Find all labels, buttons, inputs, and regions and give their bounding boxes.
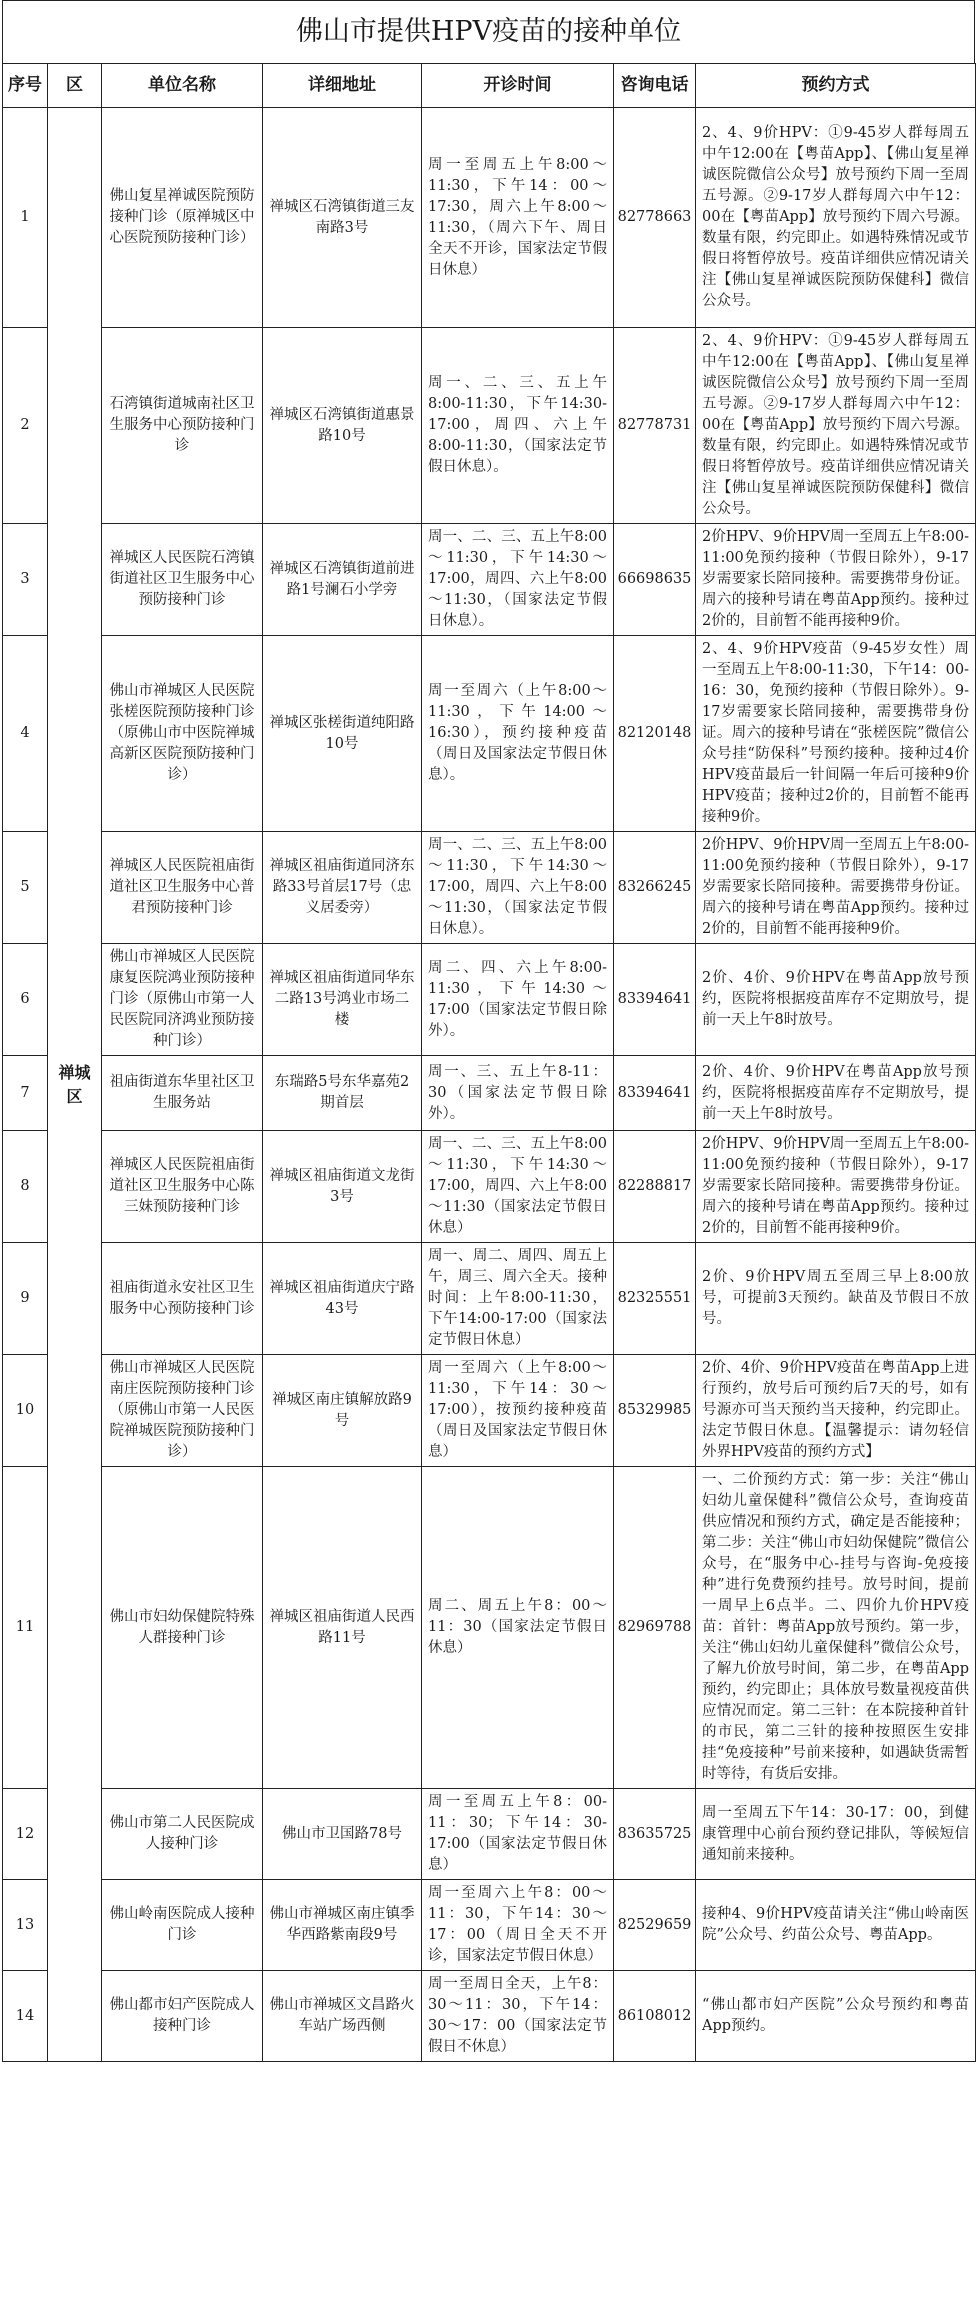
opening-hours: 周一、二、三、五上午8:00～11:30，下午14:30～17:00，周四、六上午8:00～11:30（国家法定节假日休息）	[422, 1131, 614, 1243]
unit-name: 佛山市第二人民医院成人接种门诊	[102, 1789, 263, 1880]
unit-name: 佛山市禅城区人民医院康复医院鸿业预防接种门诊（原佛山市第一人民医院同济鸿业预防接种门诊）	[102, 944, 263, 1056]
unit-name: 佛山市妇幼保健院特殊人群接种门诊	[102, 1467, 263, 1789]
header-hours: 开诊时间	[422, 64, 614, 108]
booking-method: 2价HPV、9价HPV周一至周五上午8:00-11:00免预约接种（节假日除外），9-17岁需要家长陪同接种。需要携带身份证。周六的接种号请在粤苗App预约。接种过2价的，目前暂不能再接种9价。	[696, 1131, 976, 1243]
opening-hours: 周一至周六（上午8:00～11:30，下午14：30～17:00），按预约接种疫苗（周日及国家法定节假日休息）	[422, 1355, 614, 1467]
row-index: 13	[3, 1880, 48, 1971]
opening-hours: 周一、二、三、五上午8:00～11:30，下午14:30～17:00，周四、六上午8:00～11:30，（国家法定节假日休息）。	[422, 832, 614, 944]
phone-number: 66698635	[614, 524, 696, 636]
phone-number: 82529659	[614, 1880, 696, 1971]
phone-number: 83394641	[614, 944, 696, 1056]
unit-address: 禅城区石湾镇街道前进路1号澜石小学旁	[263, 524, 422, 636]
unit-address: 佛山市禅城区文昌路火车站广场西侧	[263, 1971, 422, 2062]
header-index: 序号	[3, 64, 48, 108]
unit-address: 禅城区祖庙街道同华东二路13号鸿业市场二楼	[263, 944, 422, 1056]
header-phone: 咨询电话	[614, 64, 696, 108]
phone-number: 82778731	[614, 328, 696, 524]
table-row	[3, 1971, 976, 2062]
unit-address: 禅城区祖庙街道庆宁路43号	[263, 1243, 422, 1355]
unit-address: 禅城区张槎街道纯阳路10号	[263, 636, 422, 832]
booking-method: 2、4、9价HPV疫苗（9-45岁女性）周一至周五上午8:00-11:30，下午14：00-16：30，免预约接种（节假日除外）。9-17岁需要家长陪同接种，需要携带身份证。周六的接种号请在“张槎医院”微信公众号挂“防保科”号预约接种。接种过4价HPV疫苗最后一针间隔一年后可接种9价HPV疫苗；接种过2价的，目前暂不能再接种9价。	[696, 636, 976, 832]
unit-name: 佛山复星禅诚医院预防接种门诊（原禅城区中心医院预防接种门诊）	[102, 108, 263, 328]
table-row	[3, 1056, 976, 1131]
header-booking: 预约方式	[696, 64, 976, 108]
booking-method: 2价、4价、9价HPV在粤苗App放号预约，医院将根据疫苗库存不定期放号，提前一天上午8时放号。	[696, 944, 976, 1056]
booking-method: “佛山都市妇产医院”公众号预约和粤苗App预约。	[696, 1971, 976, 2062]
unit-name: 祖庙街道永安社区卫生服务中心预防接种门诊	[102, 1243, 263, 1355]
unit-name: 禅城区人民医院祖庙街道社区卫生服务中心普君预防接种门诊	[102, 832, 263, 944]
unit-name: 佛山岭南医院成人接种门诊	[102, 1880, 263, 1971]
phone-number: 82120148	[614, 636, 696, 832]
opening-hours: 周一、二、三、五上午8:00-11:30，下午14:30-17:00，周四、六上午8:00-11:30，（国家法定节假日休息）。	[422, 328, 614, 524]
booking-method: 接种4、9价HPV疫苗请关注“佛山岭南医院”公众号、约苗公众号、粤苗App。	[696, 1880, 976, 1971]
booking-method: 2价、4价、9价HPV在粤苗App放号预约，医院将根据疫苗库存不定期放号，提前一天上午8时放号。	[696, 1056, 976, 1131]
booking-method: 2价HPV、9价HPV周一至周五上午8:00-11:00免预约接种（节假日除外），9-17岁需要家长陪同接种。需要携带身份证。周六的接种号请在粤苗App预约。接种过2价的，目前暂不能再接种9价。	[696, 832, 976, 944]
phone-number: 86108012	[614, 1971, 696, 2062]
booking-method: 2价HPV、9价HPV周一至周五上午8:00-11:00免预约接种（节假日除外），9-17岁需要家长陪同接种。需要携带身份证。周六的接种号请在粤苗App预约。接种过2价的，目前暂不能再接种9价。	[696, 524, 976, 636]
booking-method: 2、4、9价HPV：①9-45岁人群每周五中午12:00在【粤苗App】、【佛山复星禅诚医院微信公众号】放号预约下周一至周五号源。②9-17岁人群每周六中午12：00在【粤苗App】放号预约下周六号源。数量有限，约完即止。如遇特殊情况或节假日将暂停放号。疫苗详细供应情况请关注【佛山复星禅诚医院预防保健科】微信公众号。	[696, 328, 976, 524]
row-index: 7	[3, 1056, 48, 1131]
opening-hours: 周一至周六（上午8:00～11:30，下午14:00～16:30），预约接种疫苗（周日及国家法定节假日休息）。	[422, 636, 614, 832]
table-row	[3, 1880, 976, 1971]
opening-hours: 周一、周二、周四、周五上午，周三、周六全天。接种时间：上午8:00-11:30，下午14:00-17:00（国家法定节假日休息）	[422, 1243, 614, 1355]
phone-number: 82778663	[614, 108, 696, 328]
phone-number: 82969788	[614, 1467, 696, 1789]
unit-address: 佛山市卫国路78号	[263, 1789, 422, 1880]
opening-hours: 周一、三、五上午8-11：30（国家法定节假日除外）。	[422, 1056, 614, 1131]
table-row	[3, 636, 976, 832]
unit-address: 禅城区石湾镇街道惠景路10号	[263, 328, 422, 524]
table-row	[3, 1789, 976, 1880]
phone-number: 83394641	[614, 1056, 696, 1131]
unit-address: 东瑞路5号东华嘉苑2期首层	[263, 1056, 422, 1131]
row-index: 9	[3, 1243, 48, 1355]
phone-number: 82288817	[614, 1131, 696, 1243]
unit-name: 佛山都市妇产医院成人接种门诊	[102, 1971, 263, 2062]
unit-name: 禅城区人民医院石湾镇街道社区卫生服务中心预防接种门诊	[102, 524, 263, 636]
unit-name: 佛山市禅城区人民医院张槎医院预防接种门诊（原佛山市中医院禅城高新区医院预防接种门诊）	[102, 636, 263, 832]
row-index: 5	[3, 832, 48, 944]
row-index: 1	[3, 108, 48, 328]
unit-name: 禅城区人民医院祖庙街道社区卫生服务中心陈三妹预防接种门诊	[102, 1131, 263, 1243]
opening-hours: 周二、周五上午8：00～11：30（国家法定节假日休息）	[422, 1467, 614, 1789]
booking-method: 2价、4价、9价HPV疫苗在粤苗App上进行预约，放号后可预约后7天的号，如有号源亦可当天预约当天接种，约完即止。法定节假日休息。【温馨提示：请勿轻信外界HPV疫苗的预约方式】	[696, 1355, 976, 1467]
opening-hours: 周一至周五上午8:00～11:30，下午14：00～17:30，周六上午8:00～11:30，（周六下午、周日全天不开诊，国家法定节假日休息）	[422, 108, 614, 328]
clinic-table	[2, 63, 976, 2062]
table-row	[3, 328, 976, 524]
unit-address: 禅城区南庄镇解放路9号	[263, 1355, 422, 1467]
unit-address: 禅城区祖庙街道人民西路11号	[263, 1467, 422, 1789]
opening-hours: 周一至周五上午8：00-11：30；下午14：30-17:00（国家法定节假日休息）	[422, 1789, 614, 1880]
table-row	[3, 524, 976, 636]
unit-name: 石湾镇街道城南社区卫生服务中心预防接种门诊	[102, 328, 263, 524]
row-index: 8	[3, 1131, 48, 1243]
table-row	[3, 832, 976, 944]
opening-hours: 周二、四、六上午8:00-11:30，下午14:30～17:00（国家法定节假日除外）。	[422, 944, 614, 1056]
row-index: 10	[3, 1355, 48, 1467]
unit-address: 佛山市禅城区南庄镇季华西路紫南段9号	[263, 1880, 422, 1971]
table-row	[3, 1131, 976, 1243]
table-row	[3, 944, 976, 1056]
row-index: 4	[3, 636, 48, 832]
unit-name: 佛山市禅城区人民医院南庄医院预防接种门诊（原佛山市第一人民医院禅城医院预防接种门诊）	[102, 1355, 263, 1467]
phone-number: 82325551	[614, 1243, 696, 1355]
table-row	[3, 1355, 976, 1467]
table-row	[3, 108, 976, 328]
booking-method: 2、4、9价HPV：①9-45岁人群每周五中午12:00在【粤苗App】、【佛山复星禅诚医院微信公众号】放号预约下周一至周五号源。②9-17岁人群每周六中午12：00在【粤苗App】放号预约下周六号源。数量有限，约完即止。如遇特殊情况或节假日将暂停放号。疫苗详细供应情况请关注【佛山复星禅诚医院预防保健科】微信公众号。	[696, 108, 976, 328]
row-index: 6	[3, 944, 48, 1056]
unit-address: 禅城区石湾镇街道三友南路3号	[263, 108, 422, 328]
row-index: 14	[3, 1971, 48, 2062]
header-district: 区	[48, 64, 102, 108]
header-address: 详细地址	[263, 64, 422, 108]
row-index: 2	[3, 328, 48, 524]
booking-method: 2价、9价HPV周五至周三早上8:00放号，可提前3天预约。缺苗及节假日不放号。	[696, 1243, 976, 1355]
unit-address: 禅城区祖庙街道文龙街3号	[263, 1131, 422, 1243]
booking-method: 周一至周五下午14：30-17：00，到健康管理中心前台预约登记排队，等候短信通知前来接种。	[696, 1789, 976, 1880]
phone-number: 83266245	[614, 832, 696, 944]
unit-name: 祖庙街道东华里社区卫生服务站	[102, 1056, 263, 1131]
table-header-row	[3, 64, 976, 108]
phone-number: 85329985	[614, 1355, 696, 1467]
district-cell: 禅城区	[48, 108, 102, 2062]
opening-hours: 周一、二、三、五上午8:00～11:30，下午14:30～17:00，周四、六上午8:00～11:30，（国家法定节假日休息）。	[422, 524, 614, 636]
row-index: 3	[3, 524, 48, 636]
unit-address: 禅城区祖庙街道同济东路33号首层17号（忠义居委旁）	[263, 832, 422, 944]
booking-method: 一、二价预约方式：第一步：关注“佛山妇幼儿童保健科”微信公众号，查询疫苗供应情况和预约方式，确定是否能接种；第二步：关注“佛山市妇幼保健院”微信公众号，在“服务中心-挂号与咨询-免疫接种”进行免费预约挂号。放号时间，提前一周早上6点半。二、四价九价HPV疫苗：首针：粤苗App放号预约。第一步，关注“佛山妇幼儿童保健科”微信公众号，了解九价放号时间，第二步，在粤苗App预约，约完即止；具体放号数量视疫苗供应情况而定。第二三针：在本院接种首针的市民，第二三针的接种按照医生安排挂“免疫接种”号前来接种，如遇缺货需暂时等待，有货后安排。	[696, 1467, 976, 1789]
header-name: 单位名称	[102, 64, 263, 108]
opening-hours: 周一至周日全天，上午8：30～11：30，下午14：30～17：00（国家法定节假日不休息）	[422, 1971, 614, 2062]
row-index: 11	[3, 1467, 48, 1789]
row-index: 12	[3, 1789, 48, 1880]
table-row	[3, 1243, 976, 1355]
page-title: 佛山市提供HPV疫苗的接种单位	[2, 0, 975, 63]
opening-hours: 周一至周六上午8：00～11：30，下午14：30～17：00（周日全天不开诊，国家法定节假日休息）	[422, 1880, 614, 1971]
phone-number: 83635725	[614, 1789, 696, 1880]
table-row	[3, 1467, 976, 1789]
